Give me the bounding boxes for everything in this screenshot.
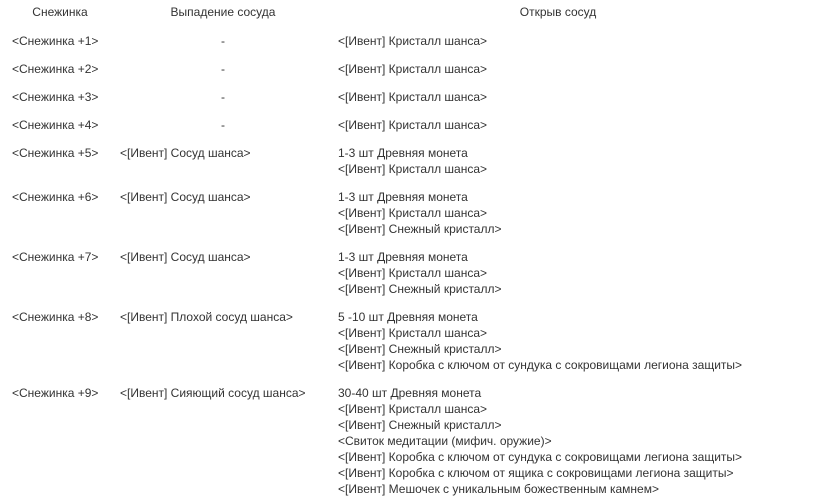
vessel-rewards (338, 385, 742, 497)
reward-item: <[Ивент] Снежный кристалл> (338, 418, 502, 432)
reward-item: <[Ивент] Мешочек с уникальным божественным камнем> (338, 482, 659, 496)
vessel-drop: - (221, 90, 225, 104)
vessel-drop: - (221, 62, 225, 76)
reward-item: <[Ивент] Коробка с ключом от сундука с сокровищами легиона защиты> (338, 358, 743, 372)
header-vessel-drop: Выпадение сосуда (170, 5, 276, 19)
table-header (0, 0, 820, 24)
vessel-rewards (338, 117, 487, 133)
snowflake-level: <Снежинка +7> (12, 250, 99, 264)
reward-item: <[Ивент] Снежный кристалл> (338, 342, 502, 356)
reward-item: <Свиток медитации (мифич. оружие)> (338, 434, 552, 448)
snowflake-level: <Снежинка +9> (12, 386, 99, 400)
snowflake-level: <Снежинка +1> (12, 34, 99, 48)
table-row (0, 180, 820, 240)
vessel-drop: - (221, 34, 225, 48)
vessel-drop: <[Ивент] Сосуд шанса> (120, 250, 251, 264)
reward-item: <[Ивент] Кристалл шанса> (338, 266, 488, 280)
vessel-rewards (338, 249, 502, 297)
vessel-rewards (338, 309, 742, 373)
table-row (0, 136, 820, 180)
snowflake-level: <Снежинка +2> (12, 62, 99, 76)
reward-item: <[Ивент] Кристалл шанса> (338, 90, 488, 104)
reward-item: <[Ивент] Кристалл шанса> (338, 326, 488, 340)
table-row (0, 108, 820, 136)
vessel-drop: <[Ивент] Сосуд шанса> (120, 190, 251, 204)
snowflake-level: <Снежинка +8> (12, 310, 99, 324)
vessel-rewards (338, 33, 487, 49)
table-row (0, 52, 820, 80)
table-body (0, 24, 820, 496)
reward-item: <[Ивент] Кристалл шанса> (338, 62, 488, 76)
vessel-rewards (338, 145, 487, 177)
reward-item: <[Ивент] Кристалл шанса> (338, 206, 488, 220)
snowflake-level: <Снежинка +5> (12, 146, 99, 160)
table-row (0, 80, 820, 108)
vessel-drop: <[Ивент] Сосуд шанса> (120, 146, 251, 160)
reward-item: 1-3 шт Древняя монета (338, 190, 468, 204)
snowflake-level: <Снежинка +3> (12, 90, 99, 104)
reward-item: <[Ивент] Кристалл шанса> (338, 162, 488, 176)
vessel-rewards (338, 61, 487, 77)
reward-item: 5 -10 шт Древняя монета (338, 310, 478, 324)
reward-item: <[Ивент] Коробка с ключом от сундука с сокровищами легиона защиты> (338, 450, 743, 464)
reward-item: 30-40 шт Древняя монета (338, 386, 482, 400)
header-snowflake: Снежинка (32, 5, 88, 19)
vessel-rewards (338, 189, 502, 237)
table-row (0, 24, 820, 52)
vessel-drop: - (221, 118, 225, 132)
reward-item: <[Ивент] Снежный кристалл> (338, 282, 502, 296)
vessel-drop: <[Ивент] Сияющий сосуд шанса> (120, 386, 306, 400)
table-row (0, 240, 820, 300)
snowflake-level: <Снежинка +4> (12, 118, 99, 132)
vessel-rewards (338, 89, 487, 105)
table-row (0, 300, 820, 376)
reward-item: <[Ивент] Кристалл шанса> (338, 118, 488, 132)
reward-item: 1-3 шт Древняя монета (338, 250, 468, 264)
reward-item: <[Ивент] Кристалл шанса> (338, 34, 488, 48)
reward-item: 1-3 шт Древняя монета (338, 146, 468, 160)
vessel-drop: <[Ивент] Плохой сосуд шанса> (120, 310, 293, 324)
snowflake-level: <Снежинка +6> (12, 190, 99, 204)
header-vessel-open: Открыв сосуд (519, 5, 597, 19)
table-row (0, 376, 820, 496)
reward-item: <[Ивент] Снежный кристалл> (338, 222, 502, 236)
reward-item: <[Ивент] Коробка с ключом от ящика с сокровищами легиона защиты> (338, 466, 734, 480)
reward-item: <[Ивент] Кристалл шанса> (338, 402, 488, 416)
